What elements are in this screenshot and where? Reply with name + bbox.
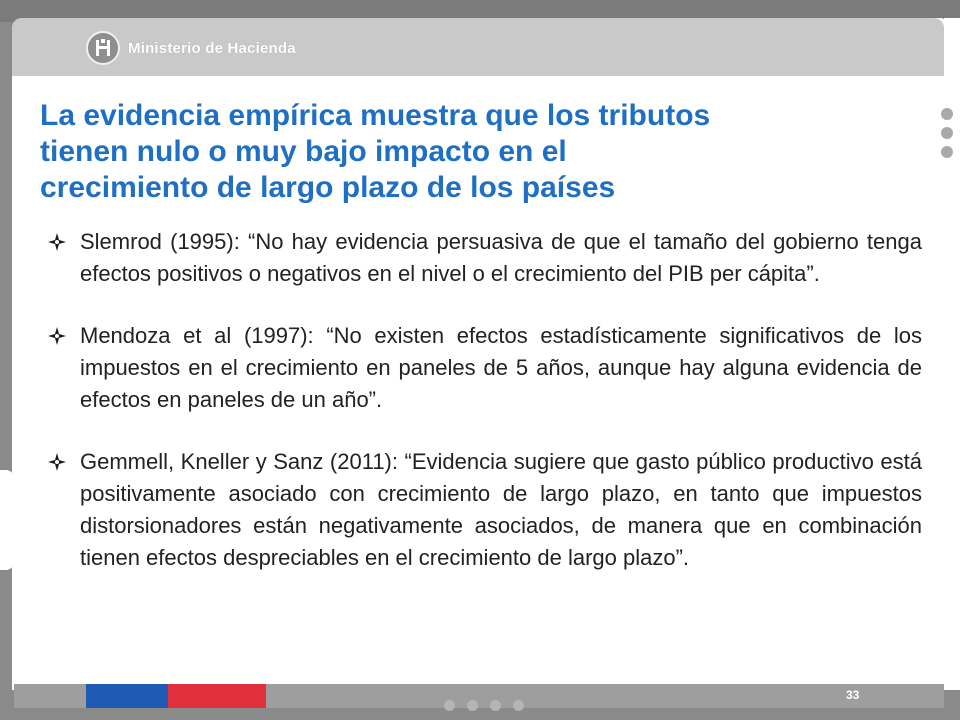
bullet-text: Mendoza et al (1997): “No existen efectos estadísticamente significativos de los impuestos en el crecimiento en paneles de 5 años, aunque hay alguna evidencia de efectos en paneles de un año”.	[80, 323, 922, 412]
footer-dots-decoration	[444, 700, 524, 711]
bullet-list	[46, 226, 922, 604]
title-line: La evidencia empírica muestra que los tributos	[40, 99, 711, 132]
flag-blue-stripe	[86, 684, 168, 708]
slide-title	[40, 98, 920, 206]
left-notch-decoration	[0, 470, 14, 570]
bullet-item	[46, 446, 922, 574]
ministry-seal-icon	[86, 31, 120, 65]
bullet-text: Gemmell, Kneller y Sanz (2011): “Evidencia sugiere que gasto público productivo está positivamente asociado con crecimiento de largo plazo, en tanto que impuestos distorsionadores están negativamente asociados, de manera que en combinación tienen efectos despreciables en el crecimiento de largo plazo”.	[80, 449, 922, 570]
diamond-bullet-icon	[48, 453, 66, 471]
diamond-bullet-icon	[48, 233, 66, 251]
ministry-logo	[86, 30, 296, 66]
title-line: tienen nulo o muy bajo impacto en el	[40, 135, 567, 168]
title-line: crecimiento de largo plazo de los países	[40, 171, 616, 204]
ministry-name: Ministerio de Hacienda	[128, 39, 296, 57]
side-dots-decoration	[941, 108, 953, 165]
bullet-item	[46, 320, 922, 416]
flag-red-stripe	[168, 684, 266, 708]
diamond-bullet-icon	[48, 327, 66, 345]
bullet-item	[46, 226, 922, 290]
bullet-text: Slemrod (1995): “No hay evidencia persuasiva de que el tamaño del gobierno tenga efectos positivos o negativos en el nivel o el crecimiento del PIB per cápita”.	[80, 229, 922, 286]
page-number: 33	[846, 688, 860, 702]
